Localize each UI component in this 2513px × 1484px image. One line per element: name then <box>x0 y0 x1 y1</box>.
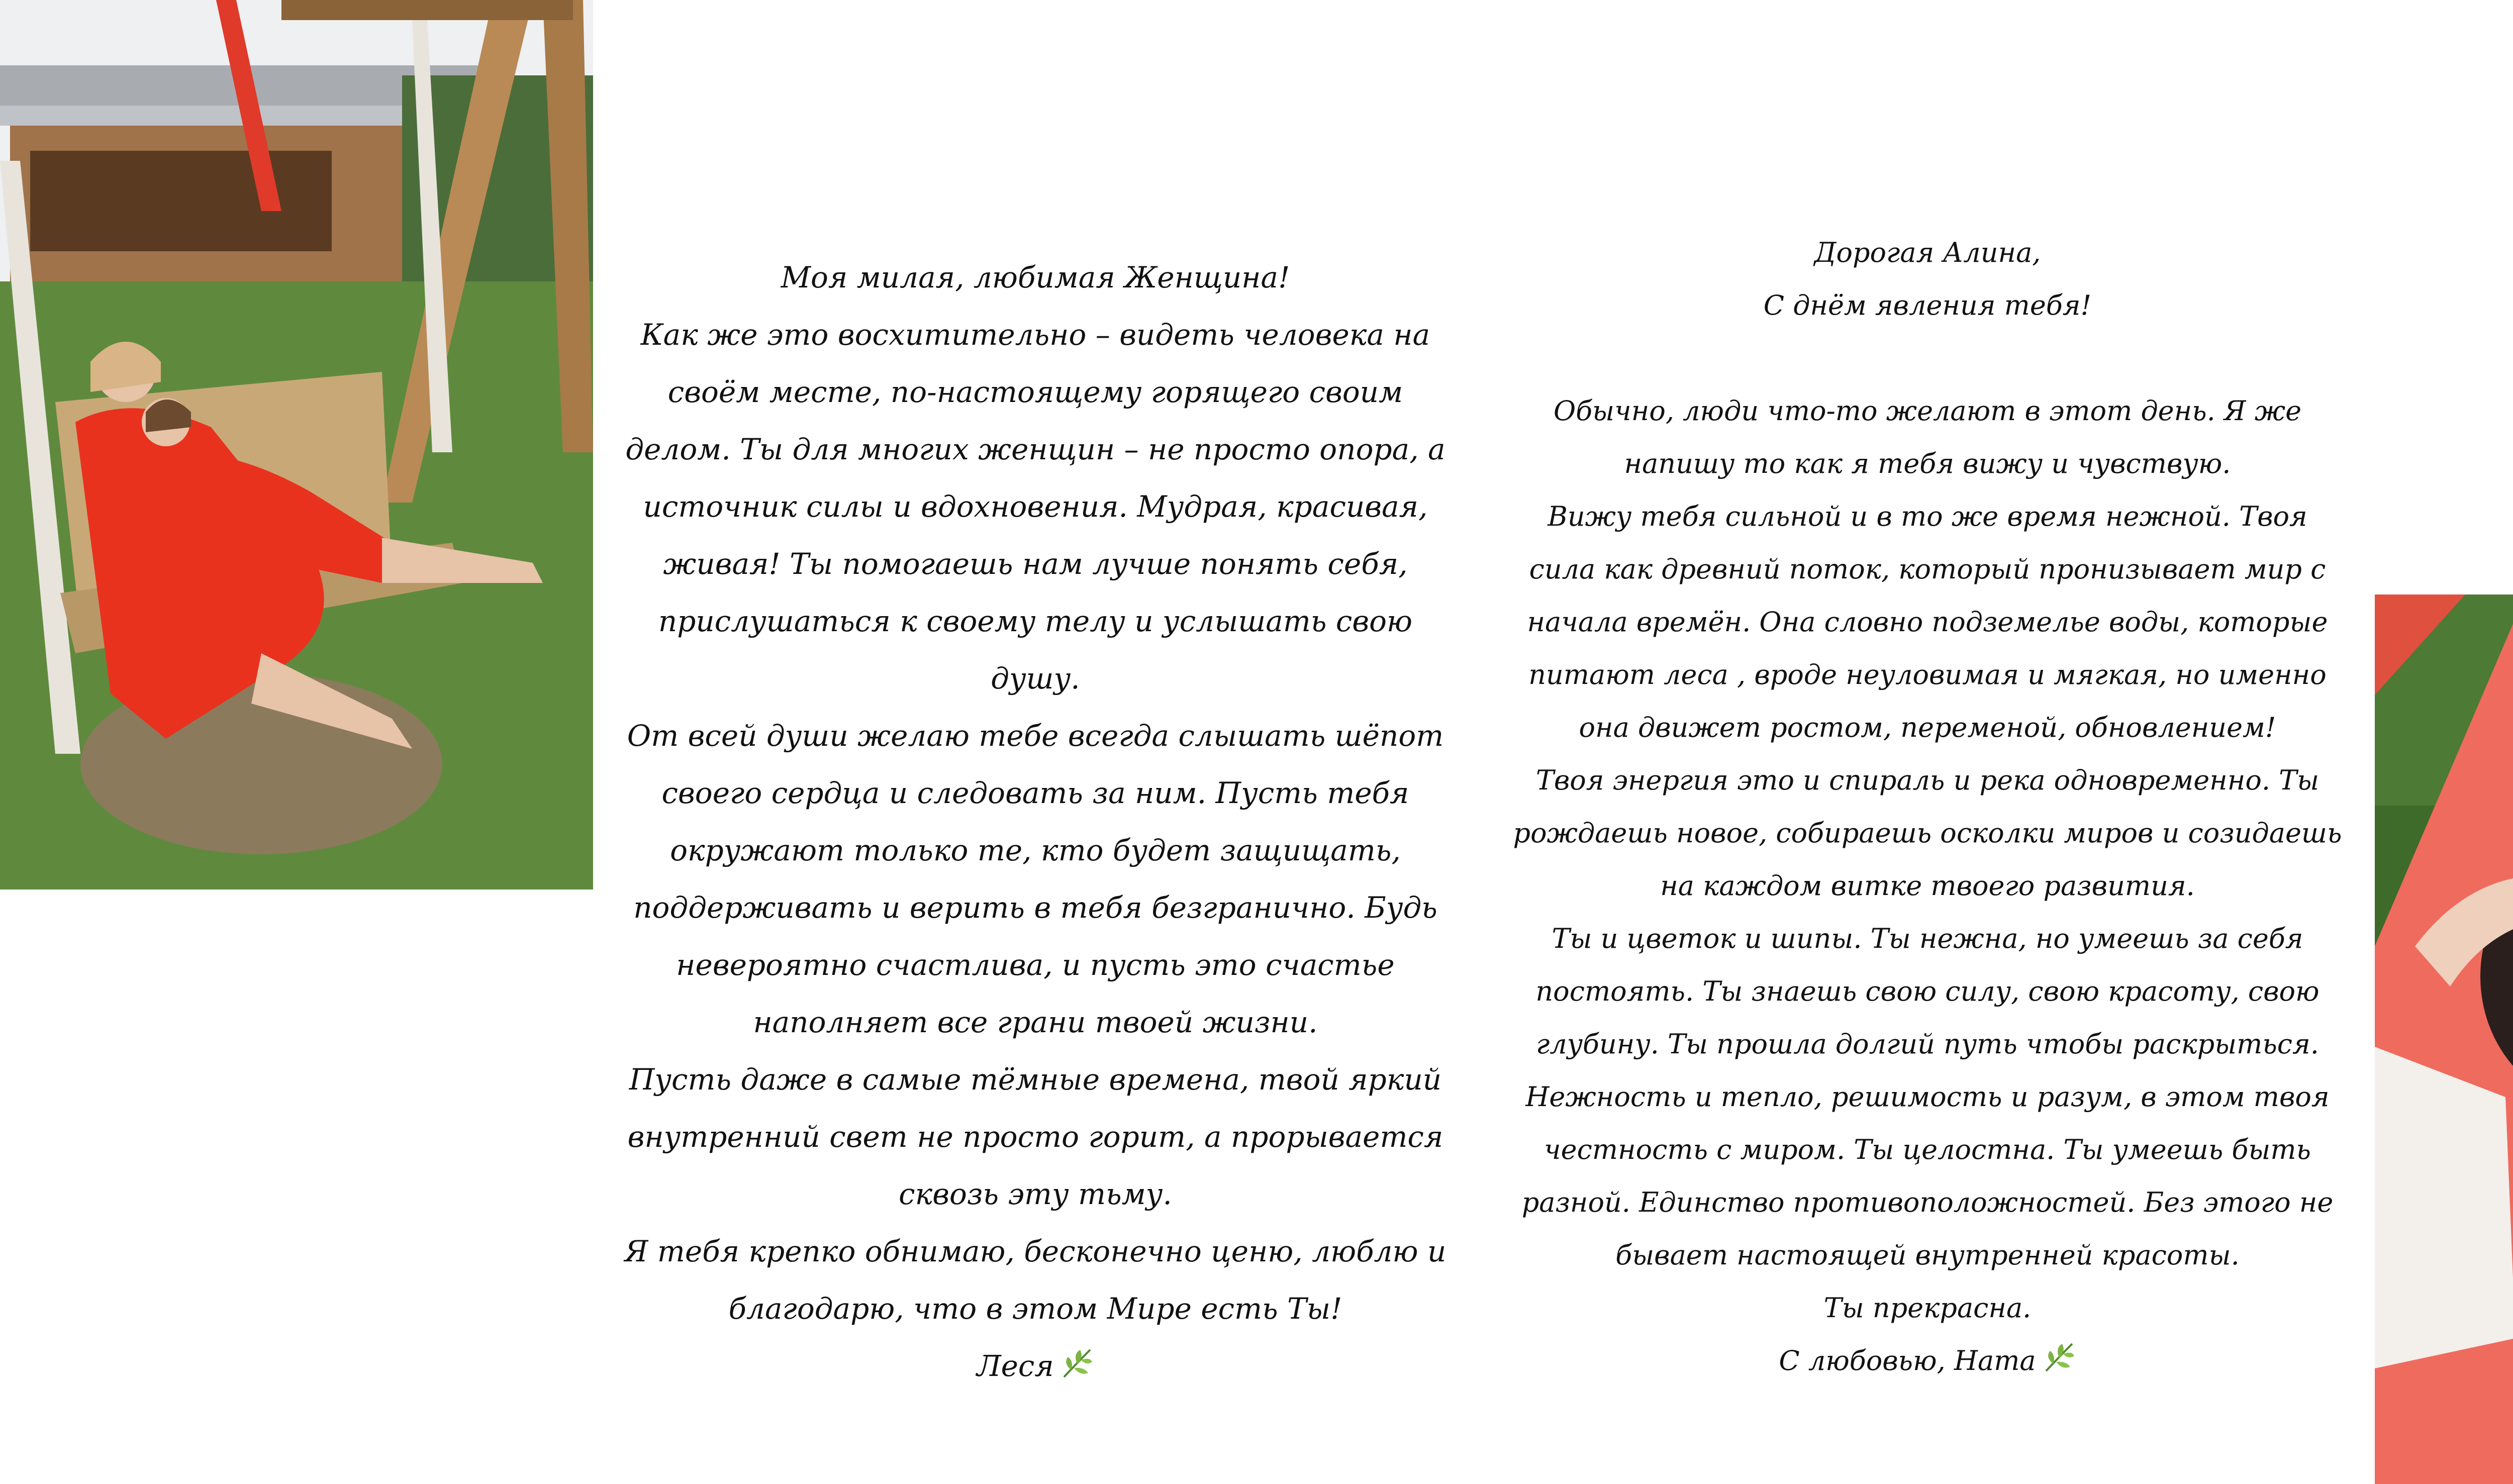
letter-right-signature: С любовью, Ната <box>1779 1345 2036 1376</box>
letter-left-line: Как же это восхитительно – видеть человека на своём месте, по-настоящему горящего своим делом. Ты для многих женщин – не просто опора, а источник силы и вдохновения. Мудрая, красивая, живая! Ты помогаешь нам лучше понять себя, прислушаться к своему телу и услышать свою душу. <box>625 318 1445 696</box>
letter-right-line: Ты прекрасна. <box>1823 1292 2032 1324</box>
leaf-icon <box>1059 1346 1094 1381</box>
letter-left-line: Я тебя крепко обнимаю, бесконечно ценю, люблю и благодарю, что в этом Мире есть Ты! <box>624 1234 1446 1326</box>
letter-left-signature-row <box>623 1337 1447 1395</box>
letter-right-greeting: Дорогая Алина, <box>1814 237 2041 268</box>
photo-lying <box>2375 595 2513 1484</box>
letter-right-line: Твоя энергия это и спираль и река одновременно. Ты рождаешь новое, собираешь осколки миров и созидаешь на каждом витке твоего развития. <box>1513 764 2342 902</box>
letter-right-signature-row <box>1513 1334 2342 1387</box>
spacer <box>1513 332 2342 384</box>
leaf-icon <box>2041 1340 2076 1375</box>
letter-left-line: Моя милая, любимая Женщина! <box>781 260 1290 294</box>
letter-left-signature: Леся <box>977 1349 1054 1383</box>
letter-left-line: Пусть даже в самые тёмные времена, твой яркий внутренний свет не просто горит, а прорывается сквозь эту тьму. <box>627 1062 1443 1211</box>
letter-right-line: Вижу тебя сильной и в то же время нежной. Твоя сила как древний поток, который пронизывает мир с начала времён. Она словно подземелье воды, которые питают леса , вроде неуловимая и мягкая, но именно она движет ростом, переменой, обновлением! <box>1527 501 2328 743</box>
letter-right-line: Обычно, люди что-то желают в этот день. Я же напишу то как я тебя вижу и чувствую. <box>1553 395 2302 479</box>
letter-right-greeting: С днём явления тебя! <box>1763 289 2092 321</box>
letter-left-line: От всей души желаю тебе всегда слышать шёпот своего сердца и следовать за ним. Пусть тебя окружают только те, кто будет защищать, поддерживать и верить в тебя безгранично. Будь невероятно счастлива, и пусть это счастье наполняет все грани твоей жизни. <box>627 719 1444 1039</box>
photo-swing <box>0 0 593 889</box>
letter-right <box>1513 226 2342 1387</box>
letter-left <box>623 249 1447 1395</box>
letter-right-line: Ты и цветок и шипы. Ты нежна, но умеешь за себя постоять. Ты знаешь свою силу, свою красоту, свою глубину. Ты прошла долгий путь чтобы раскрыться. Нежность и тепло, решимость и разум, в этом твоя честность с миром. Ты целостна. Ты умеешь быть разной. Единство противоположностей. Без этого не бывает настоящей внутренней красоты. <box>1521 923 2334 1271</box>
